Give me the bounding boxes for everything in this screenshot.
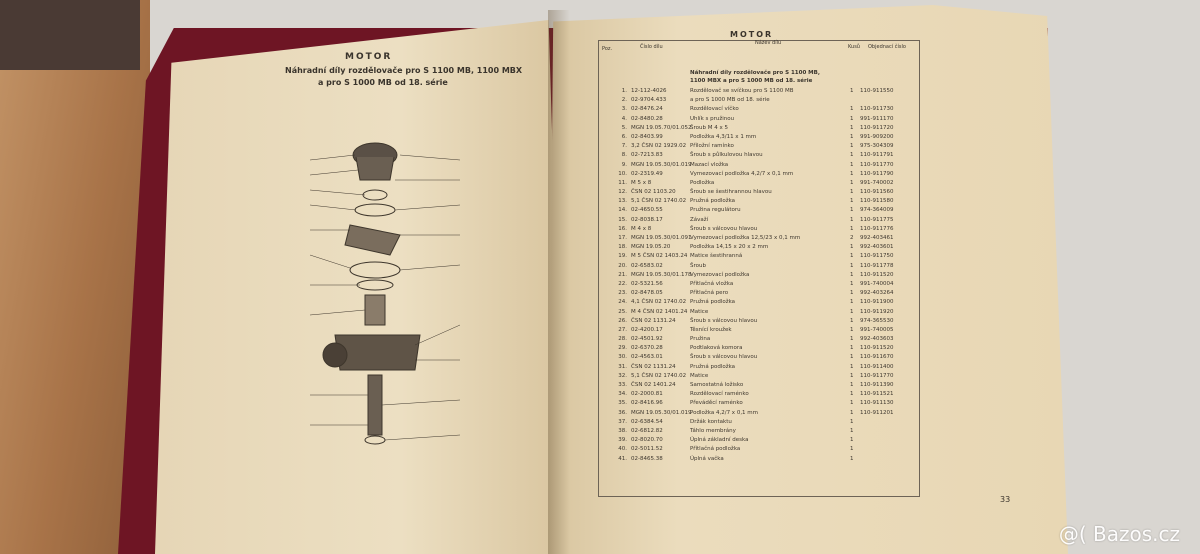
row-position: 25. — [618, 308, 627, 315]
table-row — [605, 263, 905, 272]
row-position: 23. — [618, 290, 627, 297]
row-quantity: 1 — [850, 455, 854, 462]
row-part-name: Šroub — [690, 262, 706, 269]
row-order-number: 110-911920 — [860, 308, 894, 315]
background-wall — [0, 0, 140, 70]
row-position: 35. — [618, 400, 627, 407]
row-position: 13. — [618, 198, 627, 205]
row-part-number: MGN 19.05.30/01.091 — [631, 235, 692, 241]
row-quantity: 1 — [850, 170, 854, 177]
row-position: 11. — [618, 179, 627, 186]
row-part-number: 02-8480.28 — [631, 115, 663, 122]
table-row — [605, 171, 905, 180]
table-row — [605, 152, 905, 161]
row-part-name: Pružná podložka — [690, 363, 736, 370]
table-row — [605, 97, 905, 106]
row-part-number: 02-9704.433 — [631, 97, 667, 104]
row-part-name: Přítlačná pero — [690, 290, 729, 297]
table-row — [605, 354, 905, 363]
row-quantity: 1 — [850, 207, 854, 214]
row-part-name: Pružina regulátoru — [690, 207, 741, 214]
row-order-number: 110-911778 — [860, 262, 894, 269]
row-order-number: 110-911776 — [860, 225, 894, 232]
row-part-number: 3,2 ČSN 02 1929.02 — [631, 143, 687, 150]
row-part-name: Šroub se šestihrannou hlavou — [690, 189, 772, 196]
row-part-number: ČSN 02 1131.24 — [631, 317, 676, 324]
table-row — [605, 253, 905, 262]
row-part-number: 02-6812.82 — [631, 427, 663, 434]
row-part-name: Šroub s půlkulovou hlavou — [690, 152, 763, 159]
row-part-number: 5,1 ČSN 02 1740.02 — [631, 372, 687, 379]
row-part-name: Příložní ramínko — [690, 143, 734, 150]
row-quantity: 1 — [850, 299, 854, 306]
row-position: 24. — [618, 299, 627, 306]
row-position: 8. — [621, 152, 627, 159]
row-position: 27. — [618, 326, 627, 333]
row-quantity: 1 — [850, 290, 854, 297]
row-part-number: 02-6384.54 — [631, 418, 663, 425]
row-part-name: Rozdělovač se svíčkou pro S 1100 MB — [690, 88, 794, 94]
row-part-name: Pružná podložka — [690, 299, 736, 306]
row-part-number: 02-8416.96 — [631, 400, 663, 407]
table-row — [605, 217, 905, 226]
row-part-number: M 4 x 8 — [631, 225, 652, 232]
distributor-exploded-diagram — [290, 135, 480, 465]
row-order-number: 110-911900 — [860, 299, 894, 306]
row-order-number: 110-911720 — [860, 124, 894, 131]
table-row — [605, 226, 905, 235]
row-position: 20. — [618, 262, 627, 269]
table-row — [605, 143, 905, 152]
table-row — [605, 162, 905, 171]
row-part-name: Samostatná ložisko — [690, 382, 744, 388]
row-part-number: 02-8038.17 — [631, 216, 663, 223]
table-row — [605, 327, 905, 336]
table-row — [605, 391, 905, 400]
row-order-number: 110-911560 — [860, 189, 894, 196]
row-part-name: Vymezovací podložka 12,5/23 x 0,1 mm — [690, 235, 801, 241]
row-order-number: 992-403461 — [860, 235, 894, 241]
row-order-number: 991-911170 — [860, 115, 894, 122]
row-part-name: Pružina — [690, 336, 711, 343]
row-position: 1. — [621, 88, 627, 94]
row-quantity: 1 — [850, 143, 854, 150]
row-part-name: Podložka 14,15 x 20 x 2 mm — [690, 244, 769, 251]
row-part-name: Rozdělovací víčko — [690, 106, 739, 113]
table-row — [605, 437, 905, 446]
row-part-number: 02-6583.02 — [631, 262, 663, 269]
row-part-name: Převáděcí raménko — [690, 400, 743, 407]
row-position: 21. — [618, 271, 627, 278]
row-quantity: 1 — [850, 345, 854, 352]
row-order-number: 974-365530 — [860, 317, 894, 324]
row-quantity: 1 — [850, 216, 854, 223]
table-row — [605, 364, 905, 373]
table-row — [605, 382, 905, 391]
row-order-number: 110-911521 — [860, 391, 894, 398]
row-part-number: 02-4563.01 — [631, 354, 663, 361]
row-order-number: 110-911550 — [860, 88, 894, 94]
row-order-number: 992-403603 — [860, 336, 894, 343]
row-part-number: ČSN 02 1401.24 — [631, 382, 676, 388]
row-position: 39. — [618, 437, 627, 444]
row-position: 10. — [618, 170, 627, 177]
row-position: 12. — [618, 189, 627, 196]
row-position: 2. — [621, 97, 627, 104]
row-part-number: 02-7213.83 — [631, 152, 663, 159]
row-part-name: Úplná vačka — [690, 455, 724, 462]
row-part-number: MGN 19.05.30/01.019 — [631, 409, 692, 416]
row-position: 16. — [618, 225, 627, 232]
row-quantity: 1 — [850, 418, 854, 425]
table-row — [605, 318, 905, 327]
row-order-number: 110-911390 — [860, 382, 894, 388]
row-position: 9. — [621, 161, 627, 168]
column-header-pos: Poz. — [602, 46, 613, 52]
row-position: 31. — [618, 363, 627, 370]
watermark: @( Bazos.cz — [1058, 522, 1180, 546]
row-order-number: 110-911791 — [860, 152, 894, 159]
row-quantity: 1 — [850, 446, 854, 453]
row-part-number: M 5 ČSN 02 1403.24 — [631, 253, 688, 260]
row-part-number: MGN 19.05.70/01.052 — [631, 124, 692, 131]
row-position: 33. — [618, 382, 627, 388]
row-part-name: Vymezovací podložka 4,2/7 x 0,1 mm — [690, 170, 794, 177]
row-part-number: 02-2319.49 — [631, 170, 663, 177]
row-part-number: 02-8476.24 — [631, 106, 663, 113]
row-quantity: 1 — [850, 317, 854, 324]
row-quantity: 1 — [850, 336, 854, 343]
table-row — [605, 207, 905, 216]
column-header-qty: Kusů — [848, 44, 860, 50]
row-quantity: 1 — [850, 88, 854, 94]
column-header-part-number: Číslo dílu — [640, 44, 663, 50]
row-part-number: 02-8020.70 — [631, 437, 663, 444]
row-part-number: 02-4501.92 — [631, 336, 663, 343]
row-order-number: 974-364009 — [860, 207, 894, 214]
row-part-number: ČSN 02 1103.20 — [631, 189, 676, 196]
row-quantity: 1 — [850, 400, 854, 407]
row-quantity: 1 — [850, 271, 854, 278]
row-part-name: Matice — [690, 308, 709, 315]
table-row — [605, 299, 905, 308]
row-order-number: 110-911775 — [860, 216, 894, 223]
row-order-number: 110-911770 — [860, 161, 894, 168]
row-order-number: 110-911730 — [860, 106, 894, 113]
row-position: 6. — [621, 133, 627, 140]
row-position: 7. — [621, 143, 627, 150]
row-quantity: 1 — [850, 382, 854, 388]
row-part-name: Mazací vložka — [690, 161, 729, 168]
row-quantity: 1 — [850, 133, 854, 140]
row-quantity: 1 — [850, 280, 854, 287]
table-row — [605, 290, 905, 299]
table-row — [605, 281, 905, 290]
row-order-number: 991-740005 — [860, 326, 894, 333]
row-part-number: MGN 19.05.30/01.019 — [631, 161, 692, 168]
table-row — [605, 428, 905, 437]
table-row — [605, 410, 905, 419]
row-order-number: 992-403264 — [860, 290, 894, 297]
row-part-name: Podložka 4,2/7 x 0,1 mm — [690, 409, 759, 416]
row-order-number: 991-909200 — [860, 133, 894, 140]
table-row — [605, 106, 905, 115]
row-position: 37. — [618, 418, 627, 425]
row-part-number: MGN 19.05.30/01.178 — [631, 271, 692, 278]
row-part-name: Šroub s válcovou hlavou — [690, 317, 758, 324]
row-quantity: 1 — [850, 437, 854, 444]
row-position: 17. — [618, 235, 627, 241]
row-part-name: Přítlačná podložka — [690, 446, 741, 453]
row-quantity: 1 — [850, 427, 854, 434]
table-row — [605, 456, 905, 465]
row-position: 26. — [618, 317, 627, 324]
row-part-number: 02-8403.99 — [631, 133, 663, 140]
row-order-number: 110-911670 — [860, 354, 894, 361]
left-page-subtitle-line-1: Náhradní díly rozdělovače pro S 1100 MB, 1100 MBX — [285, 66, 523, 75]
row-position: 38. — [618, 427, 627, 434]
row-quantity: 1 — [850, 372, 854, 379]
row-position: 3. — [621, 106, 627, 113]
row-position: 22. — [618, 280, 627, 287]
left-page-heading: MOTOR — [345, 52, 393, 62]
row-part-name: Přítlačná vložka — [690, 280, 734, 287]
row-order-number: 110-911580 — [860, 198, 894, 205]
row-quantity: 1 — [850, 326, 854, 333]
row-part-name: Úplná základní deska — [690, 437, 749, 444]
row-part-number: 02-2000.81 — [631, 391, 663, 398]
row-part-name: Podložka 4,3/11 x 1 mm — [690, 133, 757, 140]
row-quantity: 1 — [850, 262, 854, 269]
row-quantity: 1 — [850, 179, 854, 186]
row-order-number: 991-740002 — [860, 179, 894, 186]
table-row — [605, 336, 905, 345]
intro-line-1: Náhradní díly rozdělovače pro S 1100 MB, — [690, 70, 820, 76]
table-row — [605, 180, 905, 189]
row-part-number: 12-112-4026 — [631, 88, 667, 94]
row-order-number: 110-911520 — [860, 271, 894, 278]
row-position: 32. — [618, 372, 627, 379]
row-order-number: 110-911201 — [860, 409, 894, 416]
row-part-name: Držák kontaktu — [690, 418, 732, 425]
row-quantity: 1 — [850, 198, 854, 205]
row-quantity: 1 — [850, 225, 854, 232]
row-part-name: Matice šestihranná — [690, 253, 743, 260]
row-part-name: Závaží — [690, 216, 709, 223]
row-part-name: Uhlík s pružinou — [690, 115, 735, 122]
row-order-number: 992-403601 — [860, 244, 894, 251]
row-quantity: 1 — [850, 363, 854, 370]
row-position: 41. — [618, 455, 627, 462]
row-quantity: 1 — [850, 354, 854, 361]
row-quantity: 1 — [850, 244, 854, 251]
row-position: 14. — [618, 207, 627, 214]
row-order-number: 110-911750 — [860, 253, 894, 260]
row-quantity: 1 — [850, 124, 854, 131]
row-order-number: 110-911400 — [860, 363, 894, 370]
table-row — [605, 235, 905, 244]
row-part-name: Podložka — [690, 179, 715, 186]
table-row — [605, 400, 905, 409]
row-order-number: 975-304309 — [860, 143, 894, 150]
row-part-number: 02-5321.56 — [631, 280, 663, 287]
row-part-name: Podtlaková komora — [690, 345, 743, 352]
row-quantity: 1 — [850, 308, 854, 315]
row-position: 34. — [618, 391, 627, 398]
row-part-number: 02-8465.38 — [631, 455, 663, 462]
row-part-name: Matice — [690, 372, 709, 379]
row-part-number: 02-6370.28 — [631, 345, 663, 352]
row-part-name: a pro S 1000 MB od 18. série — [690, 97, 770, 104]
row-position: 36. — [618, 409, 627, 416]
row-position: 28. — [618, 336, 627, 343]
row-part-number: 5,1 ČSN 02 1740.02 — [631, 198, 687, 205]
intro-line-2: 1100 MBX a pro S 1000 MB od 18. série — [690, 78, 813, 84]
table-row — [605, 446, 905, 455]
page-number: 33 — [1000, 495, 1011, 504]
row-part-name: Pružná podložka — [690, 198, 736, 205]
column-header-order-number: Objednací číslo — [868, 44, 906, 50]
row-part-number: 02-8478.05 — [631, 290, 663, 297]
row-order-number: 991-740004 — [860, 280, 894, 287]
parts-table — [605, 88, 905, 465]
row-part-name: Šroub s válcovou hlavou — [690, 354, 758, 361]
table-row — [605, 198, 905, 207]
row-order-number: 110-911520 — [860, 345, 894, 352]
row-quantity: 1 — [850, 106, 854, 113]
table-row — [605, 116, 905, 125]
row-part-number: ČSN 02 1131.24 — [631, 363, 676, 370]
row-order-number: 110-911130 — [860, 400, 894, 407]
table-row — [605, 272, 905, 281]
row-quantity: 1 — [850, 161, 854, 168]
row-part-number: M 4 ČSN 02 1401.24 — [631, 308, 688, 315]
row-quantity: 1 — [850, 189, 854, 196]
row-quantity: 1 — [850, 391, 854, 398]
row-part-name: Těsnící kroužek — [690, 326, 732, 333]
table-row — [605, 125, 905, 134]
column-header-part-name: Název dílu — [755, 40, 782, 46]
row-quantity: 2 — [850, 235, 854, 241]
row-position: 4. — [621, 115, 627, 122]
row-quantity: 1 — [850, 152, 854, 159]
row-part-name: Šroub M 4 x 5 — [690, 124, 728, 131]
row-order-number: 110-911790 — [860, 170, 894, 177]
row-part-number: M 5 x 8 — [631, 179, 652, 186]
row-position: 29. — [618, 345, 627, 352]
table-row — [605, 134, 905, 143]
row-part-name: Rozdělovací raménko — [690, 391, 749, 398]
row-part-name: Táhlo membrány — [690, 427, 736, 434]
right-page-heading: MOTOR — [730, 30, 774, 39]
left-page-subtitle-line-2: a pro S 1000 MB od 18. série — [318, 78, 448, 87]
row-position: 18. — [618, 244, 627, 251]
row-quantity: 1 — [850, 409, 854, 416]
row-part-name: Šroub s válcovou hlavou — [690, 225, 758, 232]
row-position: 15. — [618, 216, 627, 223]
row-position: 19. — [618, 253, 627, 260]
table-row — [605, 373, 905, 382]
book-gutter — [548, 10, 570, 554]
row-order-number: 110-911770 — [860, 372, 894, 379]
row-quantity: 1 — [850, 253, 854, 260]
table-row — [605, 419, 905, 428]
row-position: 5. — [621, 124, 627, 131]
row-part-number: 02-4200.17 — [631, 326, 663, 333]
row-position: 30. — [618, 354, 627, 361]
table-row — [605, 88, 905, 97]
row-quantity: 1 — [850, 115, 854, 122]
table-row — [605, 309, 905, 318]
row-part-name: Vymezovací podložka — [690, 271, 750, 278]
row-part-number: 02-5011.52 — [631, 446, 663, 453]
row-part-number: MGN 19.05.20 — [631, 244, 671, 251]
row-part-number: 4,1 ČSN 02 1740.02 — [631, 299, 687, 306]
table-row — [605, 244, 905, 253]
table-row — [605, 189, 905, 198]
row-part-number: 02-4650.55 — [631, 207, 663, 214]
row-position: 40. — [618, 446, 627, 453]
